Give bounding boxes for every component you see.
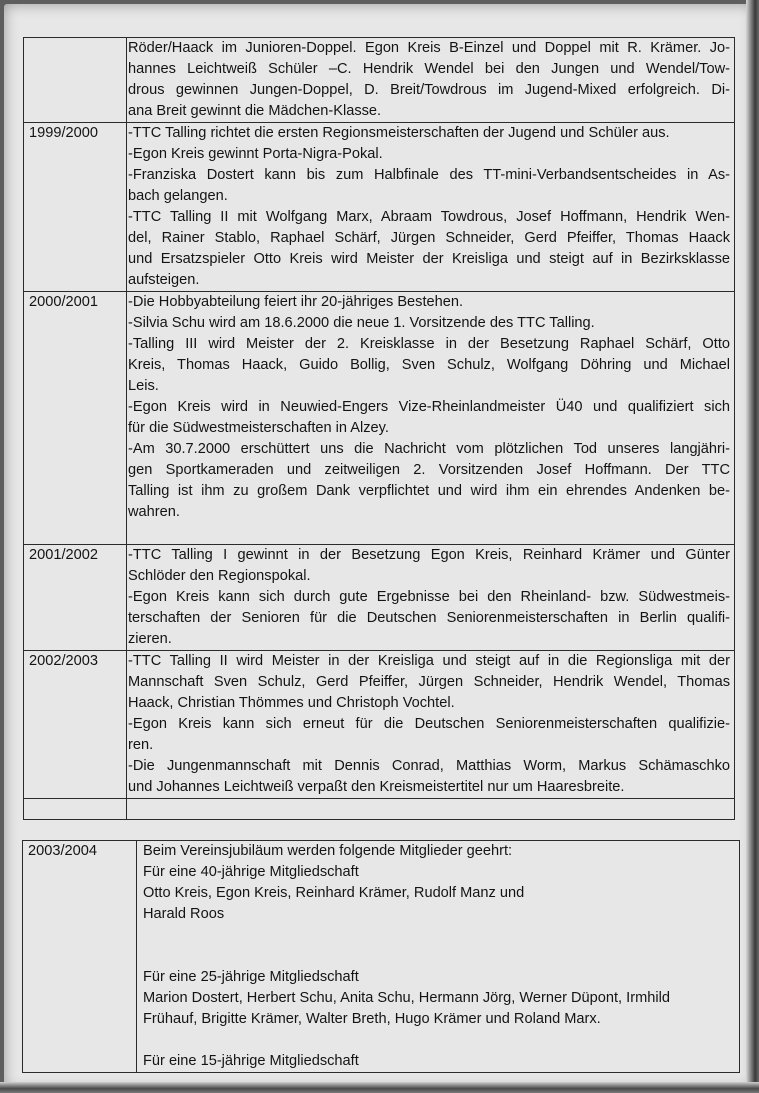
entry-line: -TTC Talling II wird Meister in der Kreisliga und steigt auf in die Regionsliga mit der (128, 653, 730, 669)
entry-line: gen Sportkameraden und zeitweiligen 2. Vorsitzenden Josef Hoffmann. Der TTC (128, 462, 730, 478)
year-cell: 2003/2004 (23, 841, 137, 1073)
scan-edge-right (746, 0, 759, 1093)
entry-line: -TTC Talling I gewinnt in der Besetzung Egon Kreis, Reinhard Krämer und Günter (128, 547, 730, 563)
entry-line: zieren. (128, 631, 172, 647)
entry-line: -Egon Kreis wird in Neuwied-Engers Vize-Rheinlandmeister Ü40 und qualifiziert sich (128, 399, 730, 415)
honor-line (143, 946, 735, 967)
honor-line: Für eine 40-jährige Mitgliedschaft (143, 864, 359, 880)
entry-line: aufsteigen. (128, 272, 200, 288)
entry-line: -Die Jungenmannschaft mit Dennis Conrad, Matthias Worm, Markus Schämaschko (128, 758, 730, 774)
entry-line: Leis. (128, 378, 159, 394)
entry-line: -TTC Talling richtet die ersten Regionsmeisterschaften der Jugend und Schüler aus. (128, 125, 670, 141)
entry-line: Kreis, Thomas Haack, Guido Bollig, Sven Schulz, Wolfgang Döhring und Michael (128, 357, 730, 373)
entry-line: drous gewinnen Jungen-Doppel, D. Breit/Towdrous im Jugend-Mixed erfolgreich. Di- (128, 82, 730, 98)
entry-cell (127, 292, 735, 545)
entry-line: del, Rainer Stablo, Raphael Schärf, Jürgen Schneider, Gerd Pfeiffer, Thomas Haack (128, 230, 730, 246)
chronicle-row (24, 651, 735, 799)
entry-cell (127, 545, 735, 651)
honor-line: Harald Roos (143, 906, 225, 922)
honor-line (143, 925, 735, 946)
chronicle-table-2003 (22, 840, 740, 1073)
year-cell: 2002/2003 (24, 651, 127, 799)
entry-line (128, 523, 730, 544)
entry-cell (137, 841, 740, 1073)
honor-line (143, 1030, 735, 1051)
entry-line: -Egon Kreis gewinnt Porta-Nigra-Pokal. (128, 146, 383, 162)
entry-line: -Silvia Schu wird am 18.6.2000 die neue 1. Vorsitzende des TTC Talling. (128, 315, 595, 331)
year-cell: 2001/2002 (24, 545, 127, 651)
scan-edge-bottom (0, 1082, 759, 1093)
entry-line: bach gelangen. (128, 188, 228, 204)
entry-line: -TTC Talling II mit Wolfgang Marx, Abraam Towdrous, Josef Hoffmann, Hendrik Wen- (128, 209, 730, 225)
entry-line: wahren. (128, 504, 180, 520)
entry-line: Röder/Haack im Junioren-Doppel. Egon Kreis B-Einzel und Doppel mit R. Krämer. Jo- (128, 40, 730, 56)
honor-line: Für eine 25-jährige Mitgliedschaft (143, 969, 359, 985)
entry-line: für die Südwestmeisterschaften in Alzey. (128, 420, 389, 436)
empty-row (24, 799, 735, 820)
chronicle-row (24, 545, 735, 651)
entry-line: Haack, Christian Thömmes und Christoph Vochtel. (128, 695, 455, 711)
entry-cell (127, 38, 735, 123)
entry-line: und Ersatzspieler Otto Kreis wird Meister der Kreisliga und steigt auf in Bezirksklasse (128, 251, 730, 267)
honor-line: Frühauf, Brigitte Krämer, Walter Breth, Hugo Krämer und Roland Marx. (143, 1011, 601, 1027)
entry-line: und Johannes Leichtweiß verpaßt den Kreismeistertitel nur um Haaresbreite. (128, 779, 625, 795)
honor-line: Otto Kreis, Egon Kreis, Reinhard Krämer, Rudolf Manz und (143, 885, 525, 901)
chronicle-row (23, 841, 740, 1073)
empty-cell (24, 799, 127, 820)
year-cell (24, 38, 127, 123)
entry-cell (127, 651, 735, 799)
entry-line: -Egon Kreis kann sich durch gute Ergebnisse bei den Rheinland- bzw. Südwestmeis- (128, 589, 730, 605)
honor-line: Beim Vereinsjubiläum werden folgende Mitglieder geehrt: (143, 843, 513, 859)
chronicle-row (24, 38, 735, 123)
entry-line: Schlöder den Regionspokal. (128, 568, 311, 584)
chronicle-row (24, 123, 735, 292)
year-cell: 1999/2000 (24, 123, 127, 292)
entry-line: -Am 30.7.2000 erschüttert uns die Nachricht vom plötzlichen Tod unseres langjähri- (128, 441, 730, 457)
entry-line: -Talling III wird Meister der 2. Kreisklasse in der Besetzung Raphael Schärf, Otto (128, 336, 730, 352)
entry-line: -Franziska Dostert kann bis zum Halbfinale des TT-mini-Verbandsentscheides in As- (128, 167, 730, 183)
entry-cell (127, 123, 735, 292)
entry-line: Mannschaft Sven Schulz, Gerd Pfeiffer, Jürgen Schneider, Hendrik Wendel, Thomas (128, 674, 730, 690)
honor-line: Marion Dostert, Herbert Schu, Anita Schu, Hermann Jörg, Werner Düpont, Irmhild (143, 990, 670, 1006)
entry-line: ren. (128, 737, 154, 753)
empty-cell (127, 799, 735, 820)
entry-line: ana Breit gewinnt die Mädchen-Klasse. (128, 103, 382, 119)
chronicle-table (23, 37, 735, 820)
entry-line: -Die Hobbyabteilung feiert ihr 20-jähriges Bestehen. (128, 294, 464, 310)
honor-line: Für eine 15-jährige Mitgliedschaft (143, 1053, 359, 1069)
entry-line: hannes Leichtweiß Schüler –C. Hendrik Wendel bei den Jungen und Wendel/Tow- (128, 61, 730, 77)
year-cell: 2000/2001 (24, 292, 127, 545)
entry-line: Talling ist ihm zu großem Dank verpflichtet und wird ihm ein ehrendes Andenken be- (128, 483, 730, 499)
entry-line: terschaften der Senioren für die Deutschen Seniorenmeisterschaften in Berlin qualifi- (128, 610, 730, 626)
chronicle-row (24, 292, 735, 545)
entry-line: -Egon Kreis kann sich erneut für die Deutschen Seniorenmeisterschaften qualifizie- (128, 716, 730, 732)
